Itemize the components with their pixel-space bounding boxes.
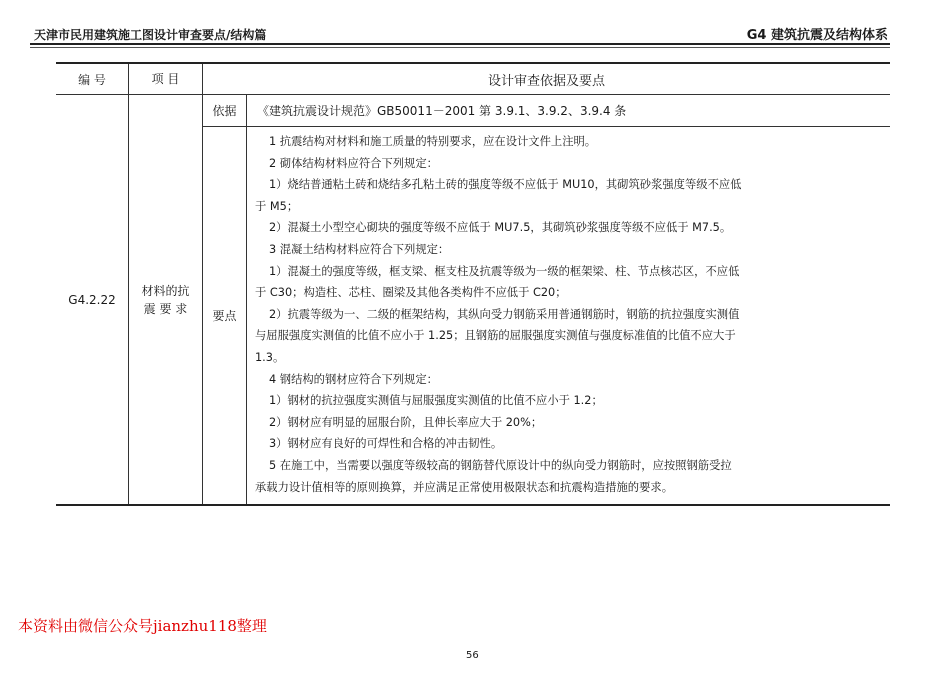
header-rule-thin [30,47,890,48]
row-item [129,95,203,506]
table-row-basis [56,95,890,127]
watermark-text: 本资料由微信公众号jianzhu118整理 [18,617,267,635]
point-line: 1）烧结普通粘土砖和烧结多孔粘土砖的强度等级不应低于 MU10，其砌筑砂浆强度等级不应低 [269,178,742,192]
point-line: 1.3。 [255,350,285,364]
point-line: 4 钢结构的钢材应符合下列规定： [269,372,438,386]
point-line: 2）混凝土小型空心砌块的强度等级不应低于 MU7.5，其砌筑砂浆强度等级不应低于 M7.5。 [269,221,732,235]
table-header-row [56,63,890,95]
point-line: 1 抗震结构对材料和施工质量的特别要求，应在设计文件上注明。 [269,135,597,148]
point-line: 于 C30；构造柱、芯柱、圈梁及其他各类构件不应低于 C20； [255,286,567,300]
points-text [247,127,891,506]
point-line: 3）钢材应有良好的可焊性和合格的冲击韧性。 [269,437,503,451]
point-line: 承载力设计值相等的原则换算，并应满足正常使用极限状态和抗震构造措施的要求。 [255,480,673,494]
point-line: 3 混凝土结构材料应符合下列规定： [269,242,450,256]
point-line: 于 M5； [255,199,299,213]
points-label: 要点 [203,127,247,506]
page-number: 56 [466,650,479,661]
col-header-item: 项 目 [129,63,203,95]
point-line: 5 在施工中，当需要以强度等级较高的钢筋替代原设计中的纵向受力钢筋时，应按照钢筋受拉 [269,458,732,472]
col-header-no: 编 号 [56,63,129,95]
row-item-line2: 震 要 求 [143,301,188,316]
point-line: 与屈服强度实测值的比值不应小于 1.25；且钢筋的屈服强度实测值与强度标准值的比值不应大于 [255,329,736,343]
header-rule [30,43,890,45]
point-line: 2 砌体结构材料应符合下列规定： [269,156,438,170]
row-item-line1: 材料的抗 [141,283,190,298]
review-table [56,62,890,506]
basis-label: 依据 [203,95,247,127]
header-right-title: G4 建筑抗震及结构体系 [746,28,888,43]
point-line: 2）抗震等级为一、二级的框架结构，其纵向受力钢筋采用普通钢筋时，钢筋的抗拉强度实测值 [269,307,740,321]
point-line: 1）钢材的抗拉强度实测值与屈服强度实测值的比值不应小于 1.2； [269,394,603,408]
point-line: 2）钢材应有明显的屈服台阶，且伸长率应大于 20%； [269,415,543,429]
point-line: 1）混凝土的强度等级，框支梁、框支柱及抗震等级为一级的框架梁、柱、节点核芯区，不应低 [269,264,740,278]
row-number: G4.2.22 [56,95,129,506]
col-header-content: 设计审查依据及要点 [203,63,891,95]
basis-text: 《建筑抗震设计规范》GB50011－2001 第 3.9.1、3.9.2、3.9.4 条 [247,95,891,127]
header-left-title: 天津市民用建筑施工图设计审查要点/结构篇 [34,28,267,42]
